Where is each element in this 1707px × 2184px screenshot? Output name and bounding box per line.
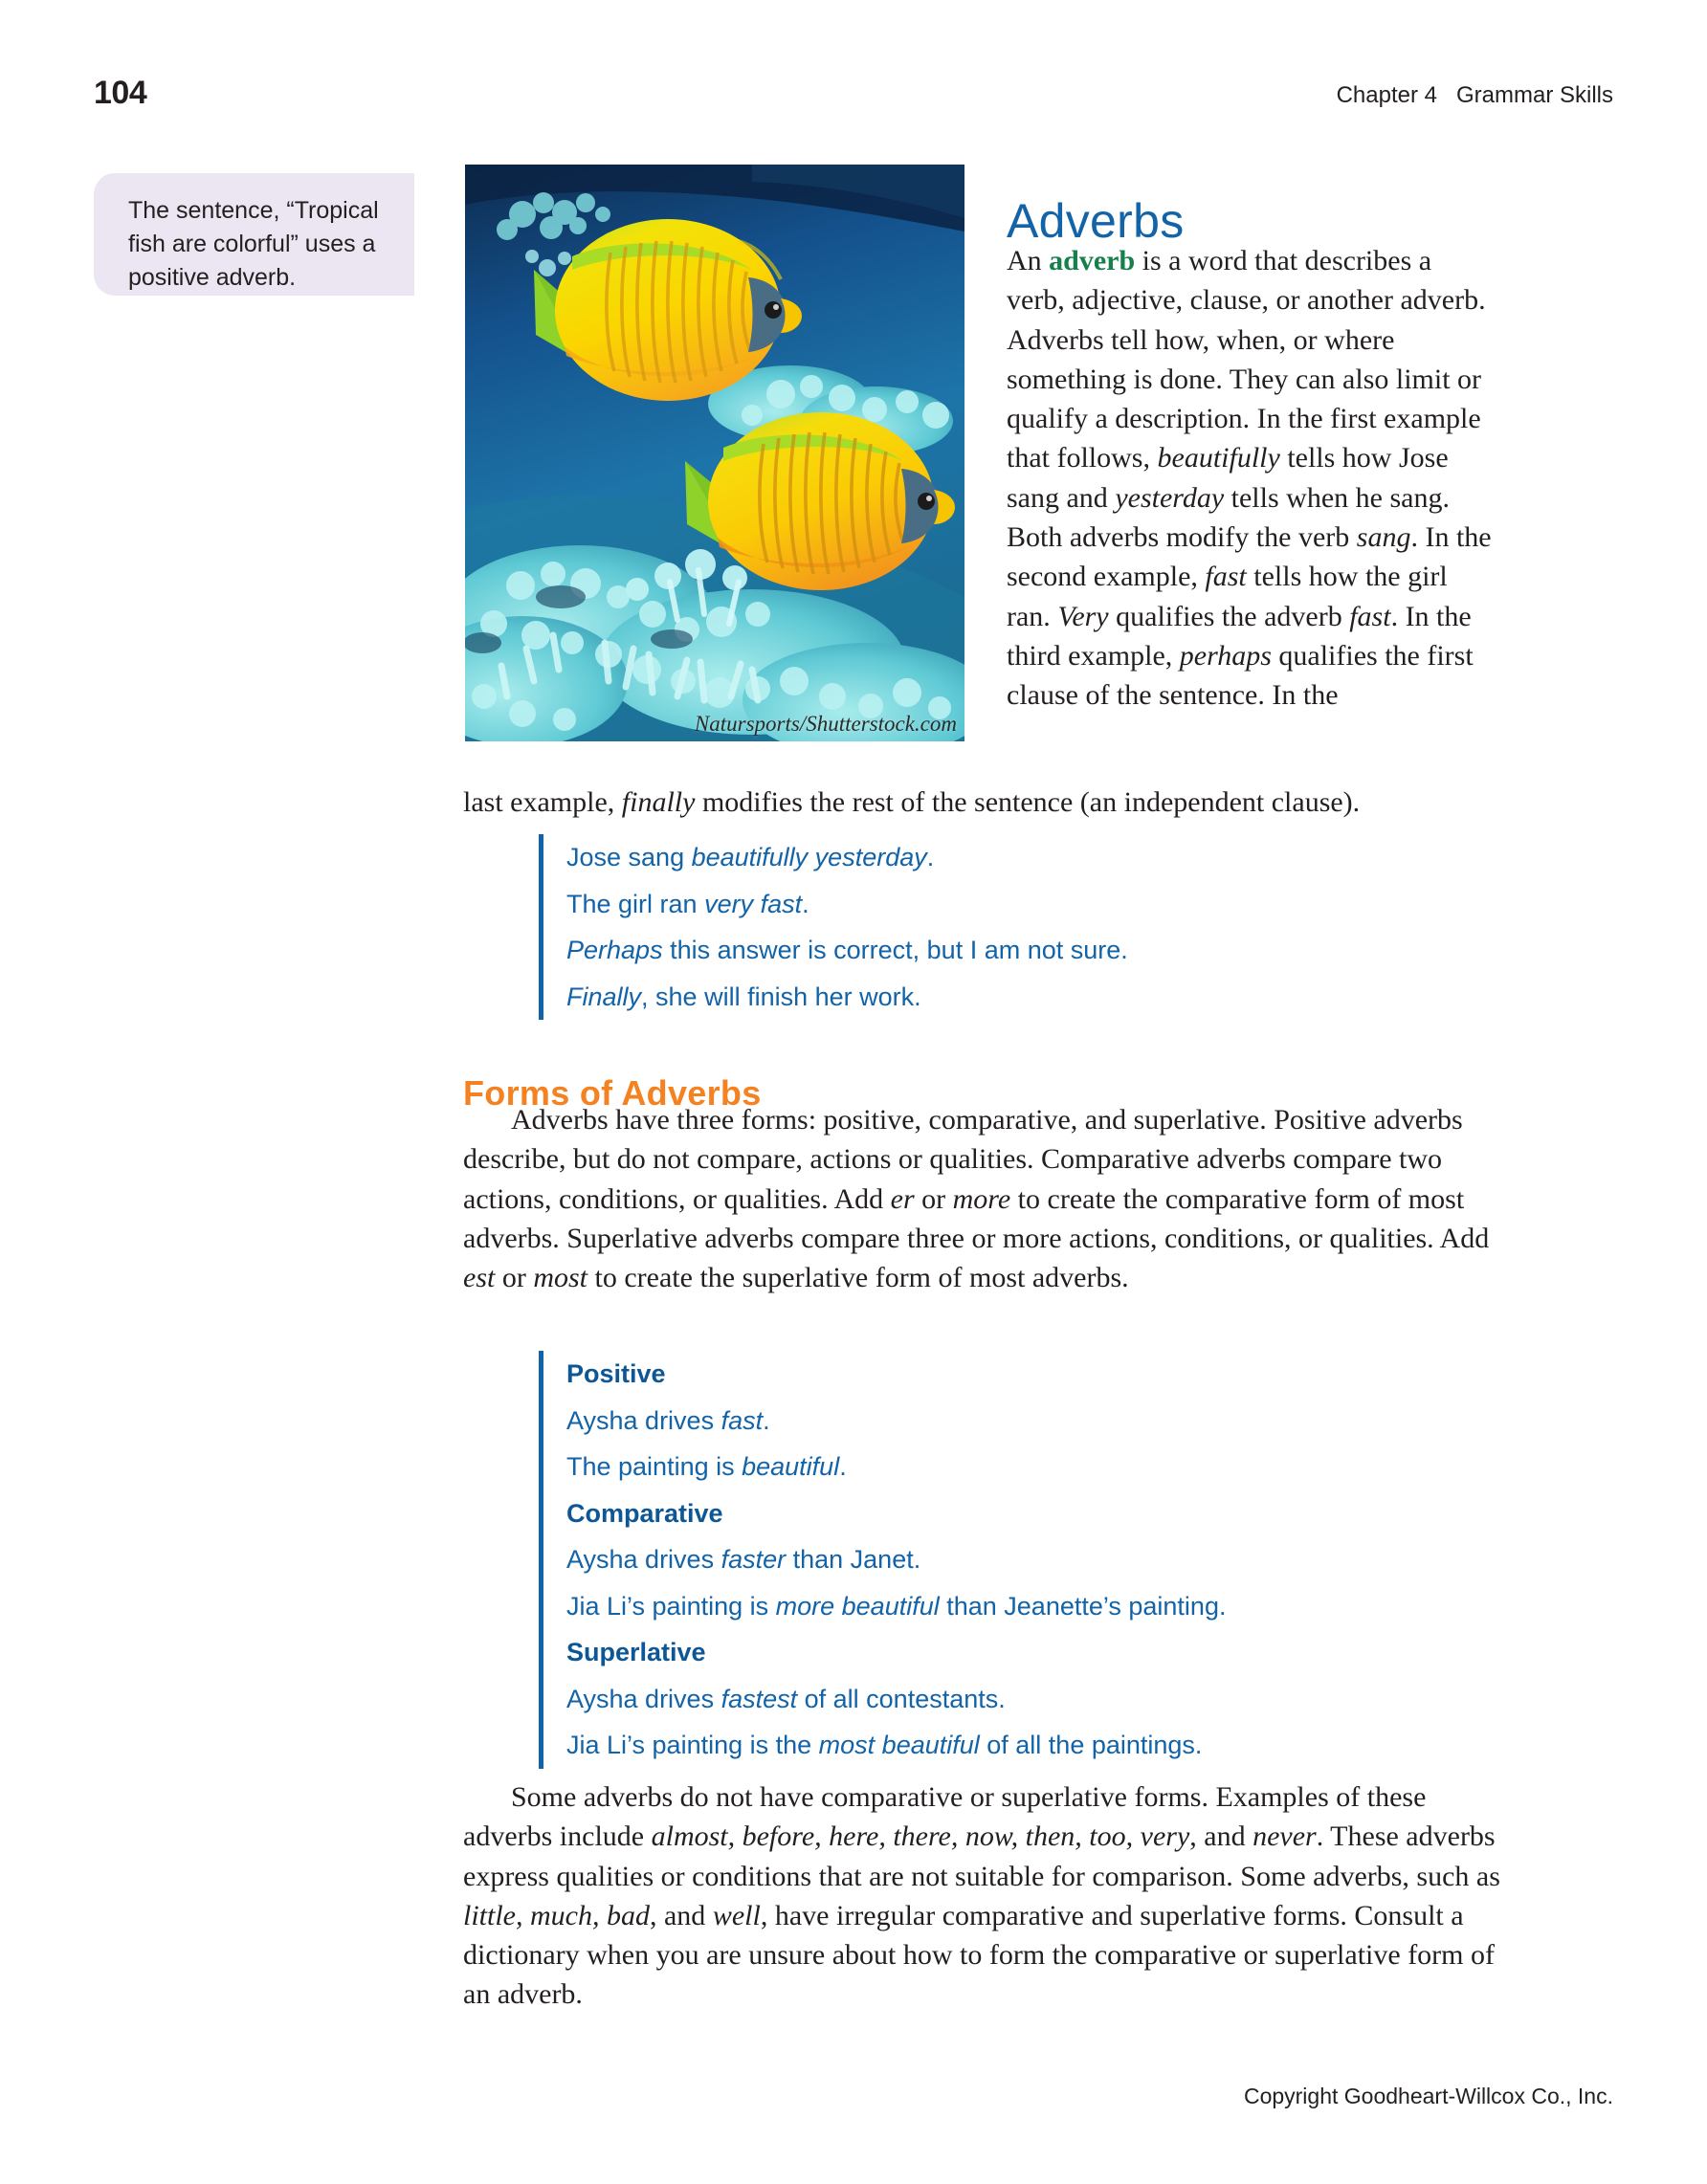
example-after: , she will finish her work. [641,982,921,1011]
example-italic: fastest [720,1684,798,1713]
example-italic: most beautiful [818,1731,980,1759]
last-text-2: , and [1189,1820,1253,1853]
closing-paragraph [463,1777,1511,2015]
example-line [566,834,1400,881]
last-italic-list-1: almost, before, here, there, now, then, too, very [651,1820,1190,1853]
example-line [566,1583,1457,1630]
intro-italic-beautifully: beautifully [1157,442,1280,474]
example-line [566,881,1400,928]
intro-text-1: An [1007,245,1050,276]
example-after: than Jeanette’s painting. [939,1591,1227,1621]
forms-text-3: to create the comparative form of most adverbs. Superlative adverbs compare three or more actions, conditions, or qualities. Add [463,1182,1490,1254]
example-before: The painting is [566,1452,743,1481]
forms-text-5: to create the superlative form of most adverbs. [587,1262,1129,1294]
forms-text-1: Adverbs have three forms: positive, comparative, and superlative. Positive adverbs describe, but do not compare, actions or qualities. Comparative adverbs compare two actions, conditions, or qualities. Add [463,1104,1463,1215]
intro-text-8: . In the third example, [1007,600,1472,672]
runover-italic-finally: finally [621,786,696,818]
intro-text-9: qualifies the first clause of the sentence. In the [1007,639,1474,712]
forms-italic-est: est [463,1262,496,1294]
intro-text-4: tells when he sang. Both adverbs modify the verb [1007,481,1450,554]
chapter-label: Chapter 4 Grammar Skills [1336,82,1613,108]
fish-photo [465,165,964,741]
example-before: The girl ran [566,889,705,918]
example-after: of all the paintings. [979,1731,1203,1759]
intro-text-3: tells how Jose sang and [1007,442,1449,514]
intro-text-5: . In the second example, [1007,521,1492,593]
example-italic: Perhaps [566,936,663,964]
runover-text-1: last example, [463,786,622,818]
forms-text-2: or [914,1182,953,1215]
runover-text-2: modifies the rest of the sentence (an independent clause). [695,786,1361,818]
last-italic-never: never [1253,1820,1317,1853]
example-group-label: Comparative [566,1498,723,1528]
example-group-label: Positive [566,1359,666,1388]
last-text-3: . These adverbs express qualities or conditions that are not suitable for comparison. Some adverbs, such as [463,1820,1500,1892]
intro-text-7: qualifies the adverb [1108,600,1350,632]
sidenote-text: The sentence, “Tropical fish are colorful” uses a positive adverb. [128,197,379,291]
running-head [0,75,1707,113]
example-italic: very fast [704,889,803,918]
example-line [566,927,1400,974]
forms-italic-most: most [533,1262,588,1294]
example-after: of all contestants. [797,1684,1006,1713]
intro-italic-very: Very [1057,600,1109,632]
example-line [566,1536,1457,1583]
example-before: Jose sang [566,843,692,871]
example-italic: fast [720,1405,764,1435]
example-line [566,1444,1457,1490]
example-italic: more beautiful [775,1591,940,1621]
example-before: Aysha drives [566,1684,721,1713]
intro-paragraph-column [1007,241,1493,716]
example-line [566,974,1400,1021]
last-italic-list-2: little, much, bad [463,1899,650,1931]
example-italic: beautifully yesterday [691,843,927,871]
forms-text-4: or [495,1262,534,1294]
example-after: than Janet. [786,1545,921,1574]
intro-text-2: is a word that describes a verb, adjective, clause, or another adverb. Adverbs tell how, when, or where something is done. They can also limit or qualify a description. In the first example that follows, [1007,245,1486,474]
intro-italic-fast-1: fast [1205,561,1247,593]
example-line [566,1398,1457,1445]
last-text-5: , have irregular comparative and superlative forms. Consult a dictionary when you are unsure about how to form the comparative or superlative form of an adverb. [463,1899,1495,2011]
fish-photo-illustration [465,165,964,741]
figure-tropical-fish [465,165,964,741]
example-after: . [926,843,935,871]
example-italic: beautiful [742,1452,840,1481]
example-group-label: Superlative [566,1638,706,1666]
sidenote-callout [94,173,414,296]
intro-italic-fast-2: fast [1349,600,1391,632]
page-title: Adverbs [1007,193,1185,248]
example-after: . [763,1405,770,1435]
intro-text-6: tells how the girl ran. [1007,561,1448,632]
example-after: . [839,1452,847,1481]
example-after: . [802,889,809,918]
page-number: 104 [94,75,147,111]
intro-paragraph-runover [463,783,1506,822]
last-text-4: , and [649,1899,713,1931]
intro-italic-sang: sang [1356,521,1411,554]
section-heading-forms: Forms of Adverbs [463,1072,762,1113]
last-text-1: Some adverbs do not have comparative or superlative forms. Examples of these adverbs include [463,1781,1427,1853]
example-after: this answer is correct, but I am not sure. [662,936,1128,964]
copyright-notice: Copyright Goodheart-Willcox Co., Inc. [1243,2084,1613,2108]
forms-paragraph [463,1100,1506,1297]
example-before: Aysha drives [566,1405,721,1435]
photo-credit: Natursports/Shutterstock.com [694,712,957,736]
example-list-forms [539,1351,1457,1769]
example-list-basic [539,834,1400,1020]
example-italic: faster [720,1545,787,1574]
last-italic-well: well [712,1899,761,1931]
forms-italic-er: er [890,1182,915,1215]
example-italic: Finally [566,982,642,1011]
example-before: Aysha drives [566,1545,721,1574]
example-line [566,1722,1457,1769]
key-term-adverb: adverb [1049,245,1136,276]
forms-italic-more: more [952,1182,1011,1215]
example-before: Jia Li’s painting is the [566,1731,819,1759]
example-line [566,1676,1457,1723]
intro-italic-yesterday: yesterday [1115,481,1225,514]
example-before: Jia Li’s painting is [566,1591,776,1621]
intro-italic-perhaps: perhaps [1179,639,1272,672]
